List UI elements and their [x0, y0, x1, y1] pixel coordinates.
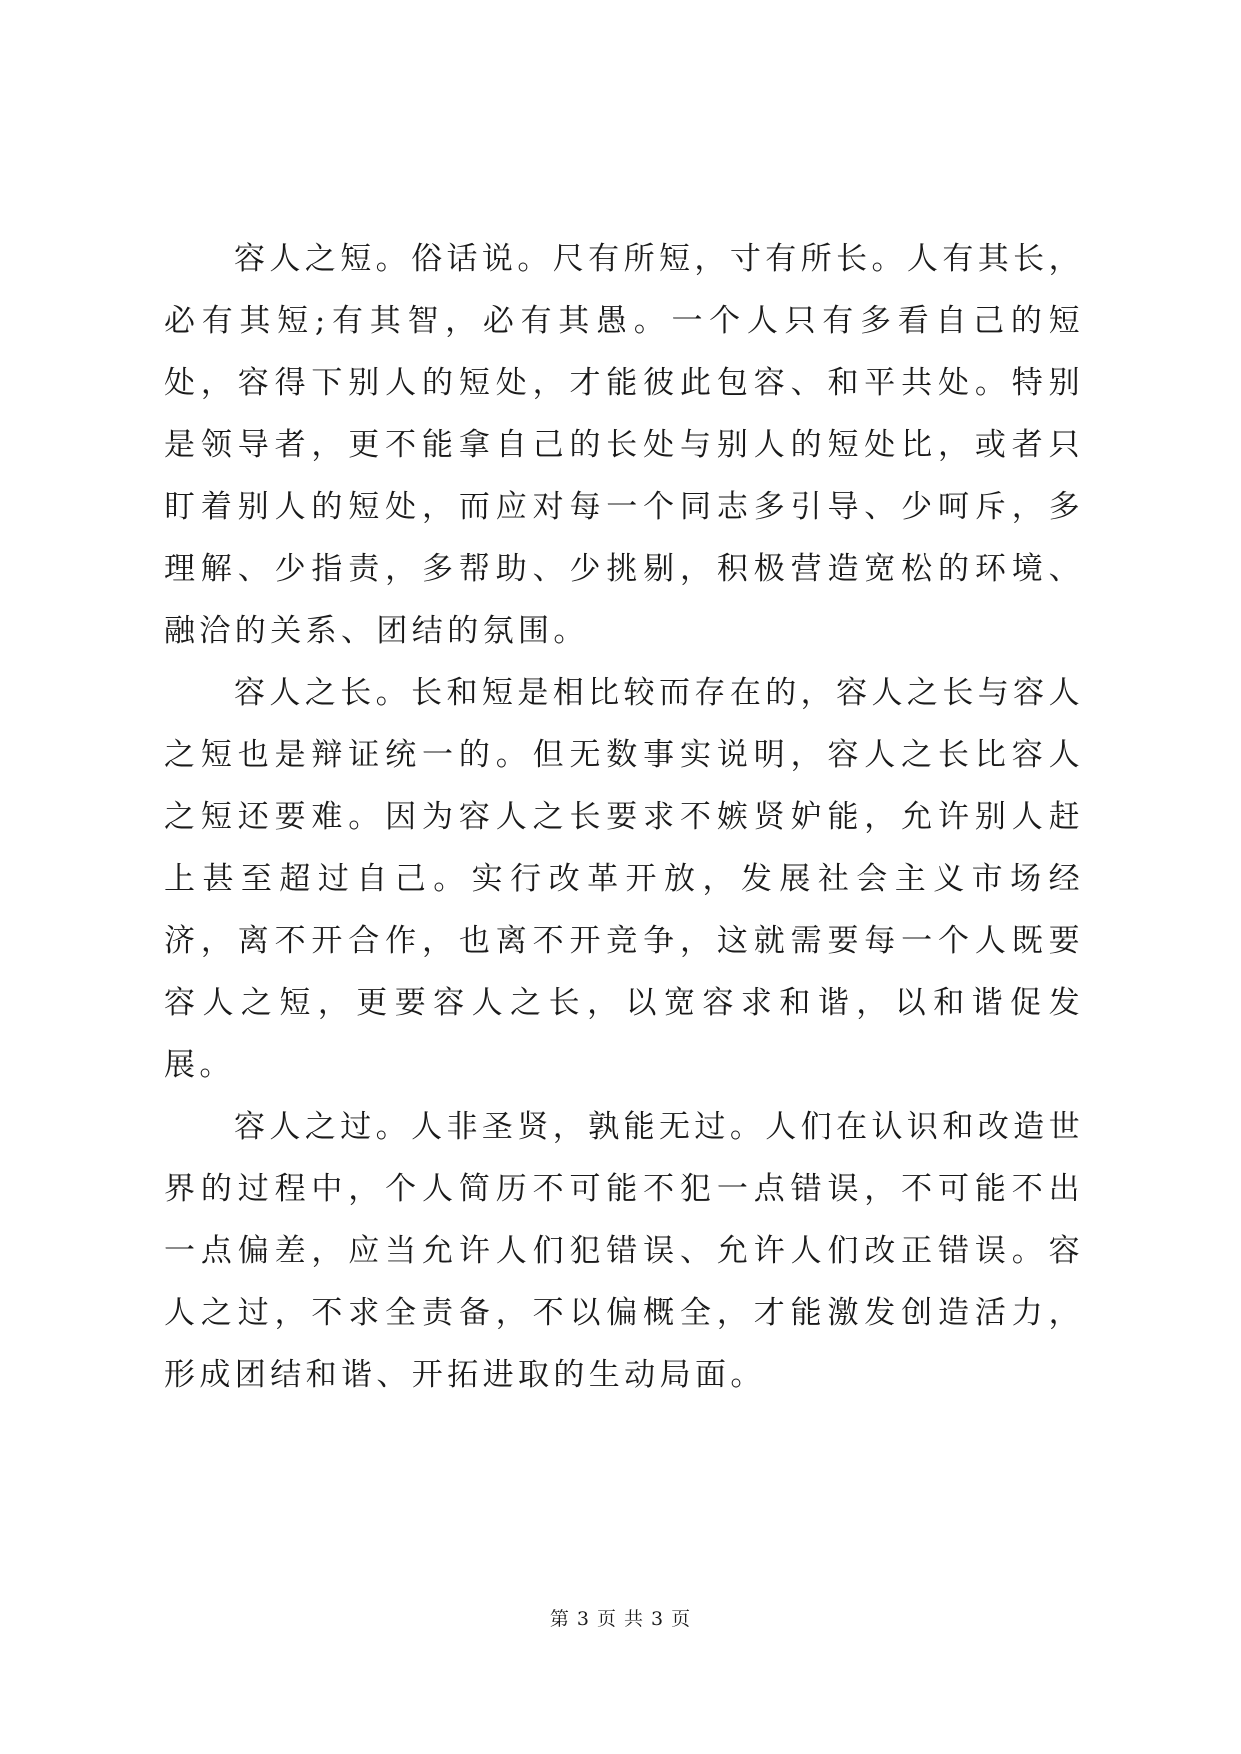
paragraph-rong-ren-zhi-guo: 容人之过。人非圣贤，孰能无过。人们在认识和改造世界的过程中，个人简历不可能不犯一点错误，不可能不出一点偏差，应当允许人们犯错误、允许人们改正错误。容人之过，不求全责备，不以偏概全，才能激发创造活力，形成团结和谐、开拓进取的生动局面。: [164, 1109, 1084, 1393]
document-body: [164, 228, 1084, 1406]
paragraph-rong-ren-zhi-chang: 容人之长。长和短是相比较而存在的，容人之长与容人之短也是辩证统一的。但无数事实说明，容人之长比容人之短还要难。因为容人之长要求不嫉贤妒能，允许别人赶上甚至超过自己。实行改革开放，发展社会主义市场经济，离不开合作，也离不开竞争，这就需要每一个人既要容人之短，更要容人之长，以宽容求和谐，以和谐促发展。: [164, 675, 1084, 1083]
paragraph-rong-ren-zhi-duan: 容人之短。俗话说。尺有所短，寸有所长。人有其长，必有其短;有其智，必有其愚。一个人只有多看自己的短处，容得下别人的短处，才能彼此包容、和平共处。特别是领导者，更不能拿自己的长处与别人的短处比，或者只盯着别人的短处，而应对每一个同志多引导、少呵斥，多理解、少指责，多帮助、少挑剔，积极营造宽松的环境、融洽的关系、团结的氛围。: [164, 241, 1084, 649]
page-number-footer: 第 3 页 共 3 页: [549, 1608, 692, 1630]
